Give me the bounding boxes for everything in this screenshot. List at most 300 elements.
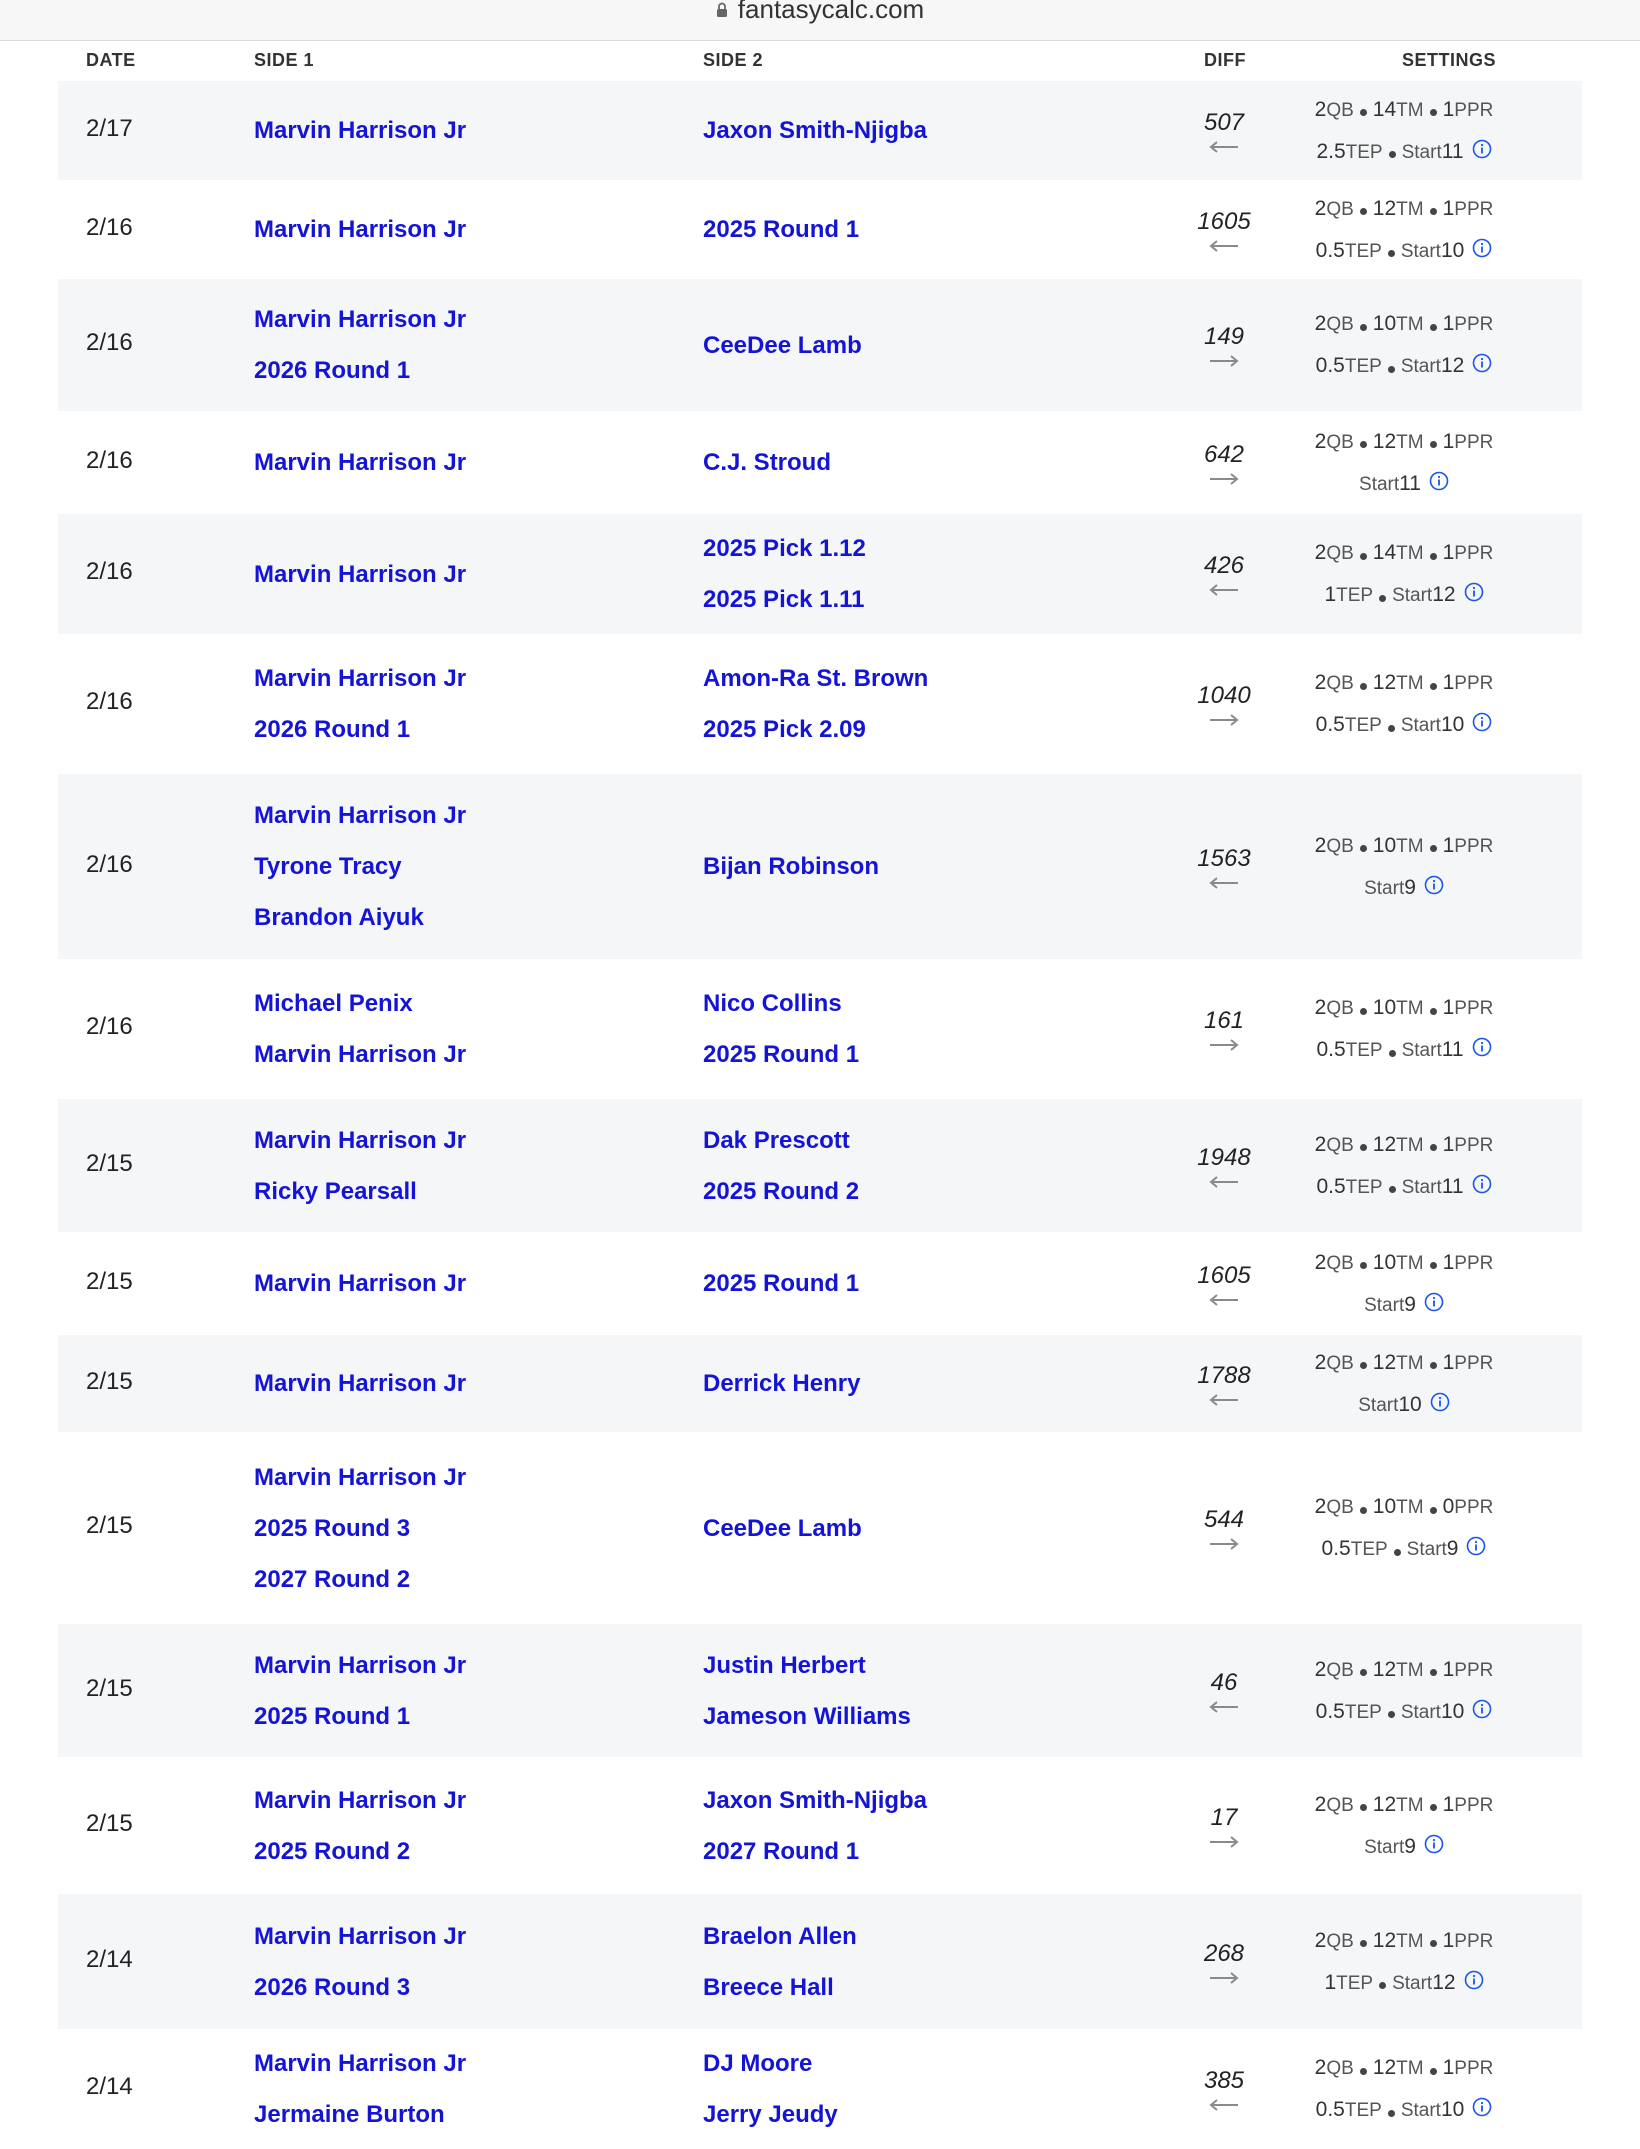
setting-value: 1 <box>1442 312 1455 335</box>
url-text[interactable]: fantasycalc.com <box>737 0 925 24</box>
setting-value: 10 <box>1372 996 1397 1019</box>
settings-line <box>1286 1962 1522 2004</box>
info-icon[interactable] <box>1424 1834 1444 1854</box>
separator-dot <box>1360 324 1367 331</box>
asset-link[interactable]: 2025 Round 1 <box>703 1270 860 1297</box>
setting-value: 2 <box>1314 833 1327 857</box>
setting-value: 10 <box>1440 1699 1465 1723</box>
setting-value: 2.5 <box>1316 139 1346 163</box>
trade-diff <box>1174 552 1274 596</box>
table-row <box>58 1757 1582 1894</box>
asset-link[interactable]: C.J. Stroud <box>703 449 832 476</box>
setting-label: QB <box>1326 1252 1354 1274</box>
settings-line <box>1286 1784 1522 1826</box>
setting-label: Start <box>1400 356 1441 377</box>
separator-dot <box>1389 1050 1396 1057</box>
setting-value: 9 <box>1404 875 1416 899</box>
settings-line <box>1286 1384 1522 1426</box>
arrow-right-icon <box>1209 1538 1239 1550</box>
setting-label: Start <box>1400 2100 1441 2121</box>
asset-link[interactable]: Brandon Aiyuk <box>254 904 424 931</box>
asset-link[interactable]: Marvin Harrison Jr <box>254 1041 467 1068</box>
trade-date: 2/16 <box>86 213 133 241</box>
asset-link[interactable]: Marvin Harrison Jr <box>254 449 467 476</box>
asset-link[interactable]: Jaxon Smith-Njigba <box>703 117 928 144</box>
settings-line <box>1286 2047 1522 2089</box>
table-row <box>58 1099 1582 1232</box>
side2-assets <box>703 1911 857 2013</box>
separator-dot <box>1430 1362 1437 1369</box>
trade-date: 2/16 <box>86 558 133 585</box>
trade-date: 2/15 <box>86 1674 133 1702</box>
asset-link[interactable]: 2025 Pick 1.12 <box>703 535 866 562</box>
setting-value: 2 <box>1314 196 1327 220</box>
setting-label: PPR <box>1454 998 1494 1019</box>
info-icon[interactable] <box>1429 471 1449 491</box>
diff-value: 642 <box>1203 440 1245 468</box>
setting-value: 12 <box>1440 354 1465 377</box>
setting-value: 1 <box>1324 1970 1337 1994</box>
trade-diff <box>1174 1362 1274 1406</box>
arrow-left-icon <box>1209 2099 1239 2111</box>
separator-dot <box>1360 845 1367 852</box>
asset-link[interactable]: Jaxon Smith-Njigba <box>703 1786 928 1814</box>
info-icon[interactable] <box>1472 1699 1492 1719</box>
setting-value: 0.5 <box>1321 1537 1351 1560</box>
setting-label: TEP <box>1345 1040 1383 1061</box>
asset-link[interactable]: Marvin Harrison Jr <box>254 1786 467 1814</box>
side1-assets <box>254 653 466 755</box>
separator-dot <box>1360 1669 1367 1676</box>
setting-label: QB <box>1326 2058 1354 2079</box>
trade-date: 2/15 <box>86 1809 133 1837</box>
setting-label: TEP <box>1344 715 1382 736</box>
separator-dot <box>1360 1362 1367 1369</box>
league-settings <box>1286 2047 1522 2131</box>
arrow-right-icon <box>1209 1039 1239 1051</box>
trade-diff <box>1174 1804 1274 1848</box>
setting-value: 1 <box>1442 2056 1455 2079</box>
setting-label: TEP <box>1350 1539 1388 1560</box>
setting-value: 2 <box>1314 97 1327 121</box>
side2-assets <box>703 841 879 892</box>
setting-label: Start <box>1400 240 1441 262</box>
settings-line <box>1286 987 1522 1029</box>
setting-label: TM <box>1396 99 1424 121</box>
asset-link[interactable]: 2025 Pick 1.11 <box>703 586 865 613</box>
setting-label: Start <box>1401 141 1442 163</box>
asset-link[interactable]: Marvin Harrison Jr <box>254 1270 467 1297</box>
arrow-right-icon <box>1209 1972 1239 1984</box>
setting-value: 10 <box>1372 312 1397 335</box>
asset-link[interactable]: Marvin Harrison Jr <box>254 1651 467 1679</box>
setting-label: TM <box>1396 198 1424 220</box>
side2-assets <box>703 437 831 488</box>
side2-assets <box>703 523 866 625</box>
setting-label: Start <box>1400 715 1441 736</box>
setting-label: TM <box>1396 1497 1424 1518</box>
setting-value: 2 <box>1314 1495 1327 1518</box>
arrow-left-icon <box>1209 584 1239 596</box>
asset-link[interactable]: 2025 Round 2 <box>703 1177 860 1205</box>
setting-value: 0.5 <box>1315 713 1345 736</box>
setting-value: 1 <box>1442 671 1455 694</box>
setting-label: PPR <box>1454 543 1494 564</box>
league-settings <box>1286 421 1522 505</box>
side1-assets <box>254 294 466 396</box>
table-row <box>58 1624 1582 1757</box>
table-row <box>58 2029 1582 2149</box>
settings-line <box>1286 463 1522 505</box>
separator-dot <box>1360 208 1367 215</box>
diff-value: 426 <box>1203 552 1245 579</box>
table-row <box>58 774 1582 959</box>
league-settings <box>1286 825 1522 909</box>
setting-label: Start <box>1392 585 1433 606</box>
asset-link[interactable]: 2026 Round 3 <box>254 1973 411 2001</box>
trade-date: 2/14 <box>86 2073 133 2100</box>
side1-assets <box>254 105 466 156</box>
asset-link[interactable]: Amon-Ra St. Brown <box>703 665 929 692</box>
asset-link[interactable]: Marvin Harrison Jr <box>254 1922 467 1950</box>
side2-assets <box>703 105 927 156</box>
setting-value: 12 <box>1432 583 1456 606</box>
table-row <box>58 1335 1582 1432</box>
arrow-right-icon <box>1209 355 1239 367</box>
diff-value: 17 <box>1210 1803 1238 1831</box>
column-header-diff[interactable]: DIFF <box>1204 50 1246 70</box>
asset-link[interactable]: 2025 Pick 2.09 <box>703 716 866 743</box>
setting-value: 1 <box>1324 583 1337 606</box>
setting-value: 10 <box>1440 713 1465 736</box>
asset-link[interactable]: Nico Collins <box>703 990 842 1017</box>
setting-value: 0.5 <box>1316 1174 1346 1198</box>
trade-diff <box>1174 1262 1274 1306</box>
table-row <box>58 1232 1582 1335</box>
setting-value: 10 <box>1398 1392 1422 1416</box>
asset-link[interactable]: Marvin Harrison Jr <box>254 216 467 243</box>
separator-dot <box>1379 595 1386 602</box>
settings-line <box>1286 1166 1522 1208</box>
trade-date: 2/14 <box>86 1945 133 1973</box>
setting-value: 1 <box>1442 1132 1455 1156</box>
asset-link[interactable]: Jerry Jeudy <box>703 2101 838 2128</box>
setting-label: QB <box>1326 1352 1354 1374</box>
league-settings <box>1286 1649 1522 1733</box>
asset-link[interactable]: Marvin Harrison Jr <box>254 1370 467 1397</box>
setting-label: TM <box>1396 998 1424 1019</box>
setting-value: 1 <box>1442 541 1455 564</box>
asset-link[interactable]: Marvin Harrison Jr <box>254 2050 467 2077</box>
league-settings <box>1286 303 1522 387</box>
diff-value: 1040 <box>1197 682 1251 709</box>
setting-label: TM <box>1396 1930 1424 1952</box>
setting-value: 12 <box>1372 196 1397 220</box>
column-header-side1[interactable]: SIDE 1 <box>254 50 315 70</box>
trade-diff <box>1174 1007 1274 1051</box>
setting-value: 12 <box>1372 671 1397 694</box>
asset-link[interactable]: 2025 Round 1 <box>703 1041 860 1068</box>
asset-link[interactable]: Ricky Pearsall <box>254 1177 417 1205</box>
diff-value: 161 <box>1203 1007 1245 1034</box>
asset-link[interactable]: 2027 Round 2 <box>254 1565 411 1593</box>
setting-label: QB <box>1326 543 1354 564</box>
setting-value: 1 <box>1442 1350 1455 1374</box>
settings-line <box>1286 188 1522 230</box>
column-header-side2[interactable]: SIDE 2 <box>703 50 764 70</box>
info-icon[interactable] <box>1472 712 1492 732</box>
settings-line <box>1286 421 1522 463</box>
asset-link[interactable]: Marvin Harrison Jr <box>254 802 467 829</box>
separator-dot <box>1430 845 1437 852</box>
setting-label: TM <box>1396 835 1424 857</box>
table-row <box>58 1894 1582 2029</box>
separator-dot <box>1360 109 1367 116</box>
league-settings <box>1286 1342 1522 1426</box>
asset-link[interactable]: Breece Hall <box>703 1973 834 2001</box>
info-icon[interactable] <box>1472 1037 1492 1057</box>
setting-value: 2 <box>1314 1132 1327 1156</box>
setting-label: Start <box>1406 1539 1447 1560</box>
trade-diff <box>1174 1940 1274 1984</box>
asset-link[interactable]: Marvin Harrison Jr <box>254 117 467 144</box>
info-icon[interactable] <box>1472 139 1492 159</box>
table-row <box>58 180 1582 279</box>
info-icon[interactable] <box>1430 1392 1450 1412</box>
side1-assets <box>254 978 466 1080</box>
settings-line <box>1286 1920 1522 1962</box>
info-icon[interactable] <box>1472 1174 1492 1194</box>
arrow-left-icon <box>1209 877 1239 889</box>
info-icon[interactable] <box>1464 1970 1484 1990</box>
setting-label: PPR <box>1454 99 1494 121</box>
setting-label: QB <box>1326 99 1354 121</box>
setting-value: 2 <box>1314 429 1327 453</box>
setting-label: QB <box>1326 198 1354 220</box>
settings-line <box>1286 1284 1522 1326</box>
side2-assets <box>703 1115 859 1217</box>
setting-label: Start <box>1364 1836 1405 1858</box>
trade-date: 2/15 <box>86 1267 133 1295</box>
table-row <box>58 279 1582 411</box>
setting-label: PPR <box>1454 431 1494 453</box>
setting-label: PPR <box>1454 198 1494 220</box>
info-icon[interactable] <box>1464 582 1484 602</box>
league-settings <box>1286 1486 1522 1570</box>
info-icon[interactable] <box>1424 1292 1444 1312</box>
browser-url-bar[interactable] <box>0 0 1640 41</box>
setting-label: PPR <box>1454 835 1494 857</box>
setting-label: PPR <box>1454 314 1494 335</box>
setting-value: 14 <box>1372 541 1397 564</box>
arrow-left-icon <box>1209 240 1239 252</box>
setting-label: PPR <box>1454 1352 1494 1374</box>
league-settings <box>1286 188 1522 272</box>
setting-value: 2 <box>1314 312 1327 335</box>
setting-label: TM <box>1396 1352 1424 1374</box>
asset-link[interactable]: 2025 Round 1 <box>703 216 860 243</box>
settings-line <box>1286 89 1522 131</box>
settings-line <box>1286 345 1522 387</box>
asset-link[interactable]: Michael Penix <box>254 990 413 1017</box>
trade-diff <box>1174 1506 1274 1550</box>
settings-line <box>1286 1342 1522 1384</box>
asset-link[interactable]: Marvin Harrison Jr <box>254 306 467 333</box>
info-icon[interactable] <box>1472 238 1492 258</box>
setting-value: 2 <box>1314 1928 1327 1952</box>
setting-value: 9 <box>1446 1537 1459 1560</box>
trade-date: 2/16 <box>86 329 133 356</box>
setting-label: TEP <box>1336 1972 1374 1994</box>
side1-assets <box>254 1452 466 1605</box>
setting-label: QB <box>1326 431 1354 453</box>
asset-link[interactable]: 2026 Round 1 <box>254 357 411 384</box>
setting-value: 1 <box>1442 1250 1455 1274</box>
separator-dot <box>1430 1262 1437 1269</box>
setting-value: 14 <box>1372 97 1397 121</box>
asset-link[interactable]: Braelon Allen <box>703 1922 857 1950</box>
trades-table <box>58 81 1582 2149</box>
setting-value: 12 <box>1432 1970 1456 1994</box>
settings-line <box>1286 1029 1522 1071</box>
settings-line <box>1286 1486 1522 1528</box>
setting-value: 2 <box>1314 2056 1327 2079</box>
setting-value: 9 <box>1404 1834 1416 1858</box>
settings-line <box>1286 662 1522 704</box>
setting-value: 1 <box>1442 1657 1455 1681</box>
asset-link[interactable]: Marvin Harrison Jr <box>254 1126 467 1154</box>
setting-label: TEP <box>1344 356 1382 377</box>
separator-dot <box>1360 441 1367 448</box>
asset-link[interactable]: DJ Moore <box>703 2050 813 2077</box>
settings-line <box>1286 825 1522 867</box>
league-settings <box>1286 987 1522 1071</box>
setting-label: TEP <box>1344 240 1382 262</box>
setting-value: 1 <box>1442 97 1455 121</box>
asset-link[interactable]: 2025 Round 2 <box>254 1837 411 1865</box>
setting-value: 10 <box>1440 2098 1465 2121</box>
separator-dot <box>1360 1940 1367 1947</box>
setting-label: TM <box>1396 1659 1424 1681</box>
trade-date: 2/16 <box>86 688 133 715</box>
setting-label: TEP <box>1344 1701 1382 1723</box>
setting-value: 9 <box>1404 1292 1416 1316</box>
setting-label: TEP <box>1344 2100 1382 2121</box>
asset-link[interactable]: Marvin Harrison Jr <box>254 560 467 588</box>
setting-value: 1 <box>1442 1792 1455 1816</box>
asset-link[interactable]: Jermaine Burton <box>254 2101 445 2128</box>
side1-assets <box>254 2038 466 2140</box>
separator-dot <box>1388 725 1395 732</box>
setting-value: 2 <box>1314 1350 1327 1374</box>
separator-dot <box>1430 1804 1437 1811</box>
setting-value: 2 <box>1314 1792 1327 1816</box>
asset-link[interactable]: 2027 Round 1 <box>703 1837 860 1865</box>
info-icon[interactable] <box>1466 1536 1486 1556</box>
column-header-date[interactable]: DATE <box>86 50 136 70</box>
setting-label: TEP <box>1345 1176 1383 1198</box>
info-icon[interactable] <box>1472 353 1492 373</box>
setting-value: 12 <box>1372 2056 1397 2079</box>
asset-link[interactable]: Marvin Harrison Jr <box>254 665 467 692</box>
setting-label: TM <box>1396 1252 1424 1274</box>
side2-assets <box>703 1640 911 1742</box>
arrow-left-icon <box>1209 1176 1239 1188</box>
asset-link[interactable]: 2025 Round 3 <box>254 1514 411 1542</box>
asset-link[interactable]: Jameson Williams <box>703 1702 911 1730</box>
diff-value: 268 <box>1203 1939 1245 1967</box>
trade-date: 2/17 <box>86 114 133 142</box>
trade-date: 2/15 <box>86 1367 133 1395</box>
side1-assets <box>254 1358 466 1409</box>
asset-link[interactable]: CeeDee Lamb <box>703 1514 862 1542</box>
asset-link[interactable]: CeeDee Lamb <box>703 331 862 359</box>
separator-dot <box>1360 1507 1367 1514</box>
separator-dot <box>1430 324 1437 331</box>
asset-link[interactable]: Tyrone Tracy <box>254 853 402 880</box>
setting-value: 1 <box>1442 429 1455 453</box>
trade-date: 2/15 <box>86 1512 133 1539</box>
setting-label: TM <box>1396 1794 1424 1816</box>
separator-dot <box>1389 151 1396 158</box>
diff-value: 1948 <box>1197 1143 1251 1171</box>
setting-label: Start <box>1400 1701 1441 1723</box>
arrow-left-icon <box>1209 1294 1239 1306</box>
setting-value: 10 <box>1372 1495 1397 1518</box>
setting-value: 10 <box>1440 238 1465 262</box>
diff-value: 149 <box>1203 323 1245 350</box>
settings-line <box>1286 131 1522 173</box>
setting-value: 2 <box>1314 541 1327 564</box>
setting-value: 0 <box>1442 1495 1455 1518</box>
setting-value: 0.5 <box>1315 238 1345 262</box>
setting-value: 12 <box>1372 1928 1397 1952</box>
table-header <box>0 40 1640 80</box>
asset-link[interactable]: Justin Herbert <box>703 1651 866 1679</box>
asset-link[interactable]: Derrick Henry <box>703 1370 861 1397</box>
asset-link[interactable]: Marvin Harrison Jr <box>254 1463 467 1491</box>
setting-value: 11 <box>1399 471 1421 495</box>
asset-link[interactable]: 2026 Round 1 <box>254 716 411 743</box>
side1-assets <box>254 1911 466 2013</box>
asset-link[interactable]: Bijan Robinson <box>703 853 879 880</box>
setting-value: 12 <box>1372 1657 1397 1681</box>
trade-date: 2/16 <box>86 850 133 878</box>
separator-dot <box>1430 208 1437 215</box>
setting-label: PPR <box>1454 1930 1494 1952</box>
asset-link[interactable]: Dak Prescott <box>703 1126 850 1154</box>
setting-label: PPR <box>1454 1659 1494 1681</box>
setting-label: Start <box>1392 1972 1433 1994</box>
separator-dot <box>1430 1008 1437 1015</box>
setting-value: 0.5 <box>1315 1699 1345 1723</box>
league-settings <box>1286 532 1522 616</box>
side2-assets <box>703 978 859 1080</box>
settings-line <box>1286 1649 1522 1691</box>
side1-assets <box>254 549 466 600</box>
side1-assets <box>254 1258 466 1309</box>
setting-value: 2 <box>1314 1657 1327 1681</box>
info-icon[interactable] <box>1472 2097 1492 2117</box>
info-icon[interactable] <box>1424 875 1444 895</box>
asset-link[interactable]: 2025 Round 1 <box>254 1702 411 1730</box>
settings-line <box>1286 1826 1522 1868</box>
diff-value: 544 <box>1203 1506 1245 1533</box>
side2-assets <box>703 320 862 371</box>
setting-value: 2 <box>1314 1250 1327 1274</box>
settings-line <box>1286 2089 1522 2131</box>
table-row <box>58 81 1582 180</box>
